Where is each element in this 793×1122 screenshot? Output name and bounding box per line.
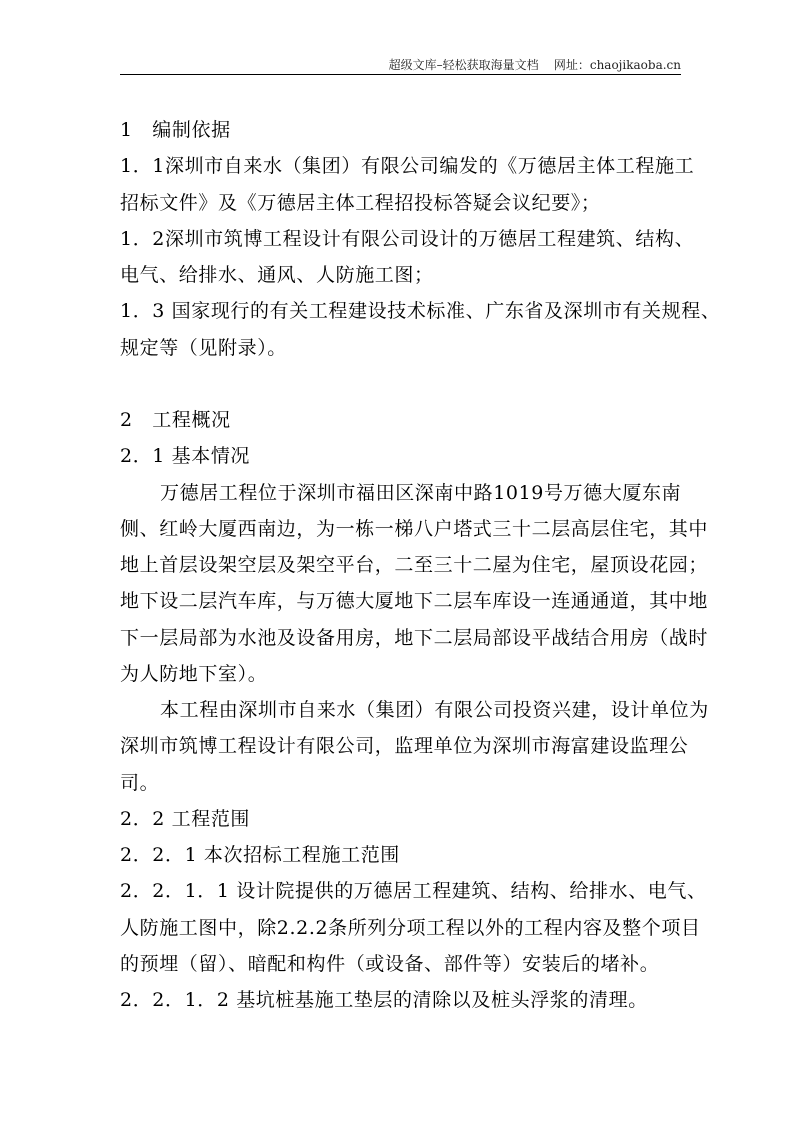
- text-line: 2．2 工程范围: [120, 807, 251, 830]
- text-line: 侧、红岭大厦西南边，为一栋一梯八户塔式三十二层高层住宅，其中: [120, 517, 709, 540]
- text-line: 1．3 国家现行的有关工程建设技术标准、广东省及深圳市有关规程、: [120, 300, 721, 323]
- text-line: 本工程由深圳市自来水（集团）有限公司投资兴建，设计单位为: [160, 699, 709, 721]
- text-line: 2 工程概况: [120, 409, 231, 431]
- text-line: 招标文件》及《万德居主体工程招投标答疑会议纪要》；: [120, 191, 601, 214]
- text-line: 1．1深圳市自来水（集团）有限公司编发的《万德居主体工程施工: [120, 155, 695, 178]
- text-line: 人防施工图中，除2.2.2条所列分项工程以外的工程内容及整个项目: [120, 916, 701, 939]
- text-line: 下一层局部为水池及设备用房，地下二层局部设平战结合用房（战时: [120, 626, 709, 649]
- text-line: 司。: [120, 771, 160, 794]
- text-line: 1．2深圳市筑博工程设计有限公司设计的万德居工程建筑、结构、: [120, 227, 695, 250]
- text-line: 地上首层设架空层及架空平台，二至三十二屋为住宅，屋顶设花园；: [120, 554, 709, 576]
- page-header: 超级文库–轻松获取海量文档 网址：chaojikaoba.cn: [388, 58, 681, 72]
- blank-line: [120, 370, 685, 406]
- text-line: 1 编制依据: [120, 119, 231, 141]
- text-line: 的预埋（留）、暗配和构件（或设备、部件等）安装后的堵补。: [120, 952, 660, 975]
- document-body: [120, 116, 721, 1022]
- text-line: 深圳市筑博工程设计有限公司，监理单位为深圳市海富建设监理公: [120, 735, 689, 758]
- text-line: 2．2．1 本次招标工程施工范围: [120, 844, 400, 866]
- text-line: 规定等（见附录）。: [120, 336, 287, 359]
- text-line: 为人防地下室）。: [120, 662, 268, 685]
- header-rule: [120, 74, 681, 75]
- text-line: 电气、给排水、通风、人防施工图；: [120, 264, 434, 286]
- text-line: 地下设二层汽车库，与万德大厦地下二层车库设一连通通道，其中地: [120, 590, 709, 613]
- text-line: 2．2．1．1 设计院提供的万德居工程建筑、结构、给排水、电气、: [120, 880, 707, 903]
- text-line: 万德居工程位于深圳市福田区深南中路1019号万德大厦东南: [160, 481, 682, 504]
- text-line: 2．2．1．2 基坑桩基施工垫层的清除以及桩头浮浆的清理。: [120, 989, 648, 1011]
- text-line: 2．1 基本情况: [120, 445, 251, 468]
